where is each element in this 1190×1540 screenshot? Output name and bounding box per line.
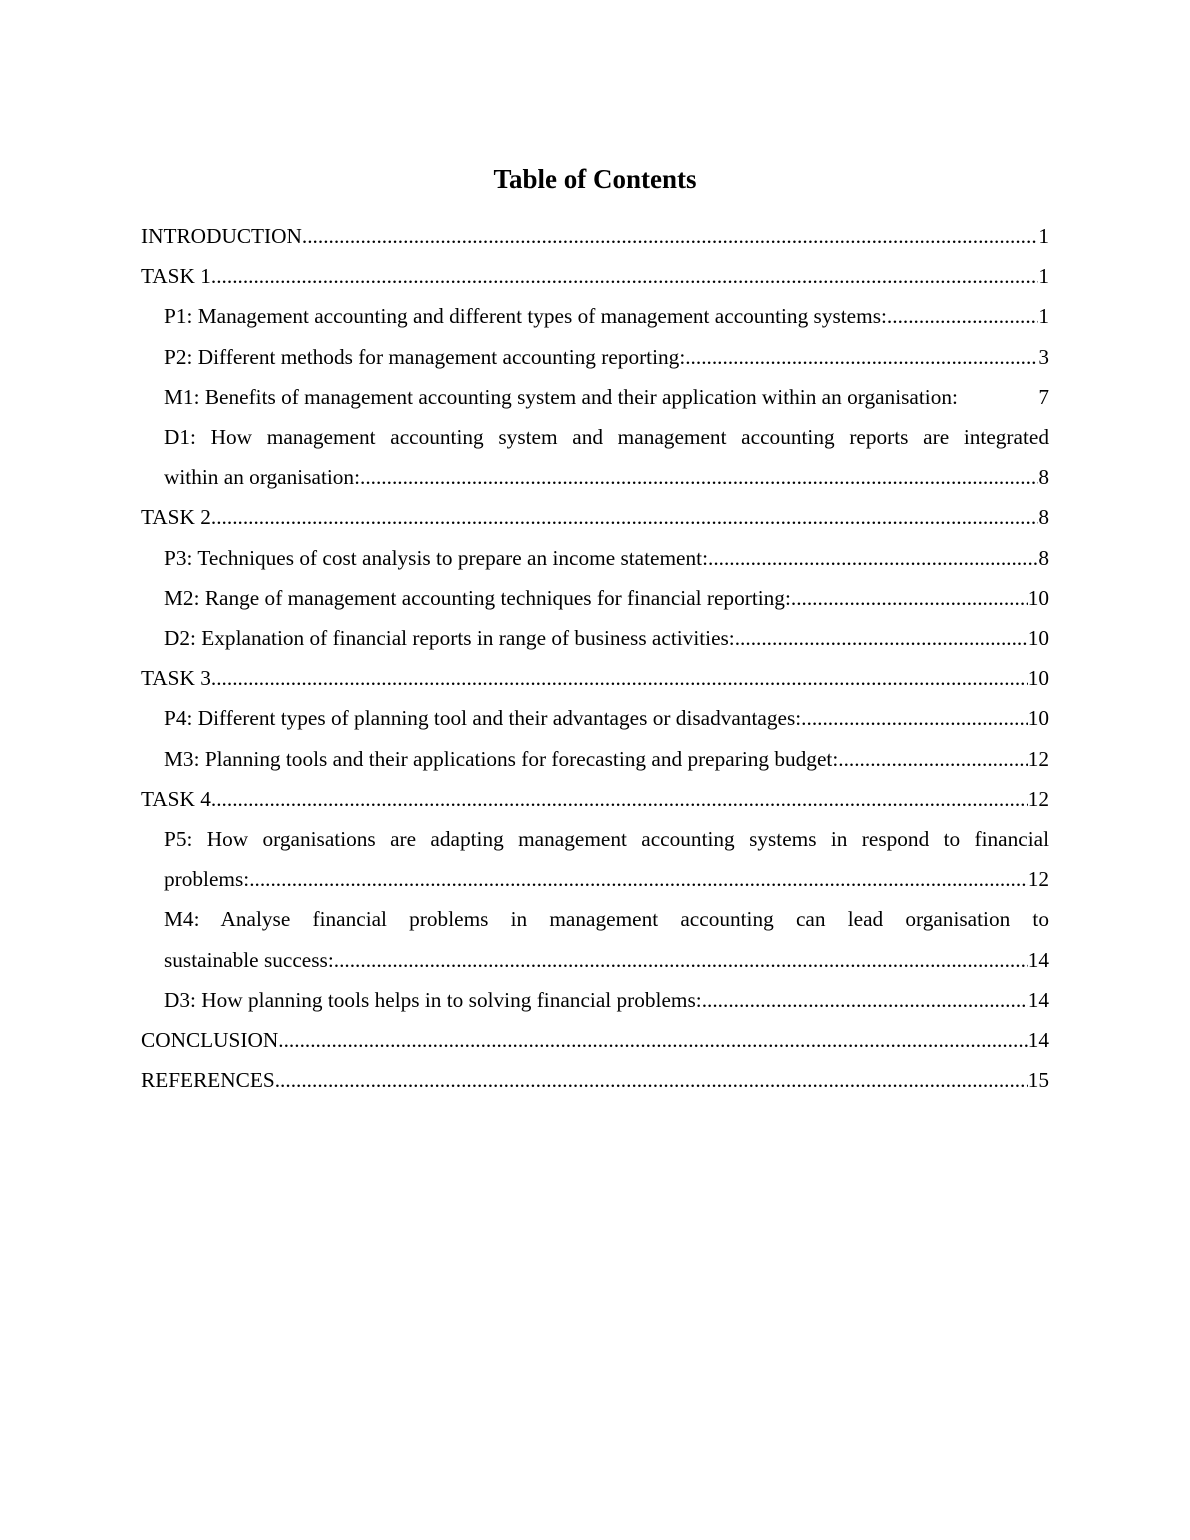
toc-entry-label: TASK 2 bbox=[141, 505, 211, 530]
toc-entry-introduction[interactable] bbox=[141, 216, 1049, 256]
toc-entry-label: P2: Different methods for management accounting reporting: bbox=[164, 344, 686, 369]
toc-leader-dots bbox=[211, 779, 1028, 819]
toc-entry-label-line-2: sustainable success: bbox=[164, 947, 334, 972]
toc-leader-dots bbox=[801, 698, 1028, 738]
toc-entry-label: M2: Range of management accounting techniques for financial reporting: bbox=[164, 585, 791, 610]
toc-entry-label: INTRODUCTION bbox=[141, 224, 302, 248]
toc-entry-d3[interactable] bbox=[141, 980, 1049, 1020]
toc-page-number: 14 bbox=[1027, 987, 1049, 1012]
toc-entry-conclusion[interactable] bbox=[141, 1020, 1049, 1060]
toc-leader-dots bbox=[302, 216, 1038, 256]
toc-leader-dots bbox=[735, 618, 1028, 658]
toc-page-number: 15 bbox=[1027, 1068, 1049, 1093]
toc-entry-p1[interactable] bbox=[141, 296, 1049, 336]
toc-page-number: 1 bbox=[1038, 224, 1049, 248]
toc-leader-dots bbox=[887, 296, 1038, 336]
toc-page-number: 12 bbox=[1027, 746, 1049, 771]
toc-entry-label: M1: Benefits of management accounting system and their application within an organisation: bbox=[164, 384, 958, 409]
toc-entry-task-2[interactable] bbox=[141, 497, 1049, 537]
toc-entry-label: P3: Techniques of cost analysis to prepare an income statement: bbox=[164, 545, 708, 570]
toc-leader-dots bbox=[211, 658, 1028, 698]
toc-entry-m2[interactable] bbox=[141, 578, 1049, 618]
toc-entry-label-line-1: P5: How organisations are adapting management accounting systems in respond to financial bbox=[164, 827, 1049, 852]
toc-leader-dots bbox=[211, 256, 1038, 296]
toc-page-number: 8 bbox=[1038, 505, 1049, 530]
toc-leader-dots bbox=[278, 1020, 1027, 1060]
toc-entry-p4[interactable] bbox=[141, 698, 1049, 738]
toc-entry-task-4[interactable] bbox=[141, 779, 1049, 819]
toc-entry-d2[interactable] bbox=[141, 618, 1049, 658]
toc-entry-label-line-1: D1: How management accounting system and management accounting reports are integrated bbox=[164, 425, 1049, 450]
toc-leader-dots bbox=[360, 457, 1038, 497]
toc-entry-label: P4: Different types of planning tool and their advantages or disadvantages: bbox=[164, 706, 802, 731]
toc-page-number: 8 bbox=[1038, 545, 1049, 570]
toc-entry-m1[interactable] bbox=[141, 377, 1049, 417]
toc-entry-label: D2: Explanation of financial reports in range of business activities: bbox=[164, 626, 735, 651]
toc-page-number: 3 bbox=[1038, 344, 1049, 369]
toc-entry-label-line-2: problems: bbox=[164, 867, 250, 892]
toc-page-number: 10 bbox=[1027, 585, 1049, 610]
toc-entry-m3[interactable] bbox=[141, 739, 1049, 779]
toc-page-number: 12 bbox=[1027, 786, 1049, 811]
toc-page-number: 14 bbox=[1027, 1028, 1049, 1053]
toc-entry-d1[interactable] bbox=[141, 417, 1049, 497]
toc-page-number: 8 bbox=[1038, 465, 1049, 490]
toc-entry-references[interactable] bbox=[141, 1060, 1049, 1100]
toc-entry-label-line-2: within an organisation: bbox=[164, 465, 360, 490]
toc-leader-dots bbox=[685, 337, 1038, 377]
toc-page-number: 12 bbox=[1027, 867, 1049, 892]
toc-page-number: 1 bbox=[1038, 304, 1049, 329]
toc-page-number: 10 bbox=[1027, 706, 1049, 731]
toc-page-number: 14 bbox=[1027, 947, 1049, 972]
toc-page-number: 1 bbox=[1038, 264, 1049, 289]
toc-entry-label-line-1: M4: Analyse financial problems in management accounting can lead organisation to bbox=[164, 907, 1049, 932]
toc-entry-label: TASK 4 bbox=[141, 786, 211, 811]
toc-leader-dots bbox=[334, 940, 1028, 980]
toc-entry-label: TASK 3 bbox=[141, 666, 211, 691]
toc-entry-p2[interactable] bbox=[141, 337, 1049, 377]
toc-entry-label: REFERENCES bbox=[141, 1068, 275, 1093]
toc-leader-dots bbox=[708, 538, 1038, 578]
toc-entry-label: D3: How planning tools helps in to solving financial problems: bbox=[164, 987, 702, 1012]
toc-leader-dots bbox=[249, 859, 1028, 899]
toc-leader-dots bbox=[275, 1060, 1028, 1100]
toc-entry-p3[interactable] bbox=[141, 538, 1049, 578]
toc-page-number: 10 bbox=[1027, 626, 1049, 651]
toc-leader-dots bbox=[702, 980, 1028, 1020]
toc-entry-task-3[interactable] bbox=[141, 658, 1049, 698]
table-of-contents bbox=[141, 216, 1049, 1100]
toc-entry-label: M3: Planning tools and their applications for forecasting and preparing budget: bbox=[164, 746, 839, 771]
toc-entry-m4[interactable] bbox=[141, 899, 1049, 979]
toc-leader-dots bbox=[838, 739, 1027, 779]
toc-page-number: 7 bbox=[1038, 384, 1049, 409]
toc-entry-task-1[interactable] bbox=[141, 256, 1049, 296]
toc-entry-label: P1: Management accounting and different types of management accounting systems: bbox=[164, 304, 887, 329]
page-title: Table of Contents bbox=[493, 164, 697, 194]
toc-entry-label: TASK 1 bbox=[141, 264, 211, 289]
toc-entry-p5[interactable] bbox=[141, 819, 1049, 899]
toc-page-number: 10 bbox=[1027, 666, 1049, 691]
toc-entry-label: CONCLUSION bbox=[141, 1028, 279, 1053]
toc-leader-dots bbox=[791, 578, 1028, 618]
toc-leader-dots bbox=[211, 497, 1038, 537]
